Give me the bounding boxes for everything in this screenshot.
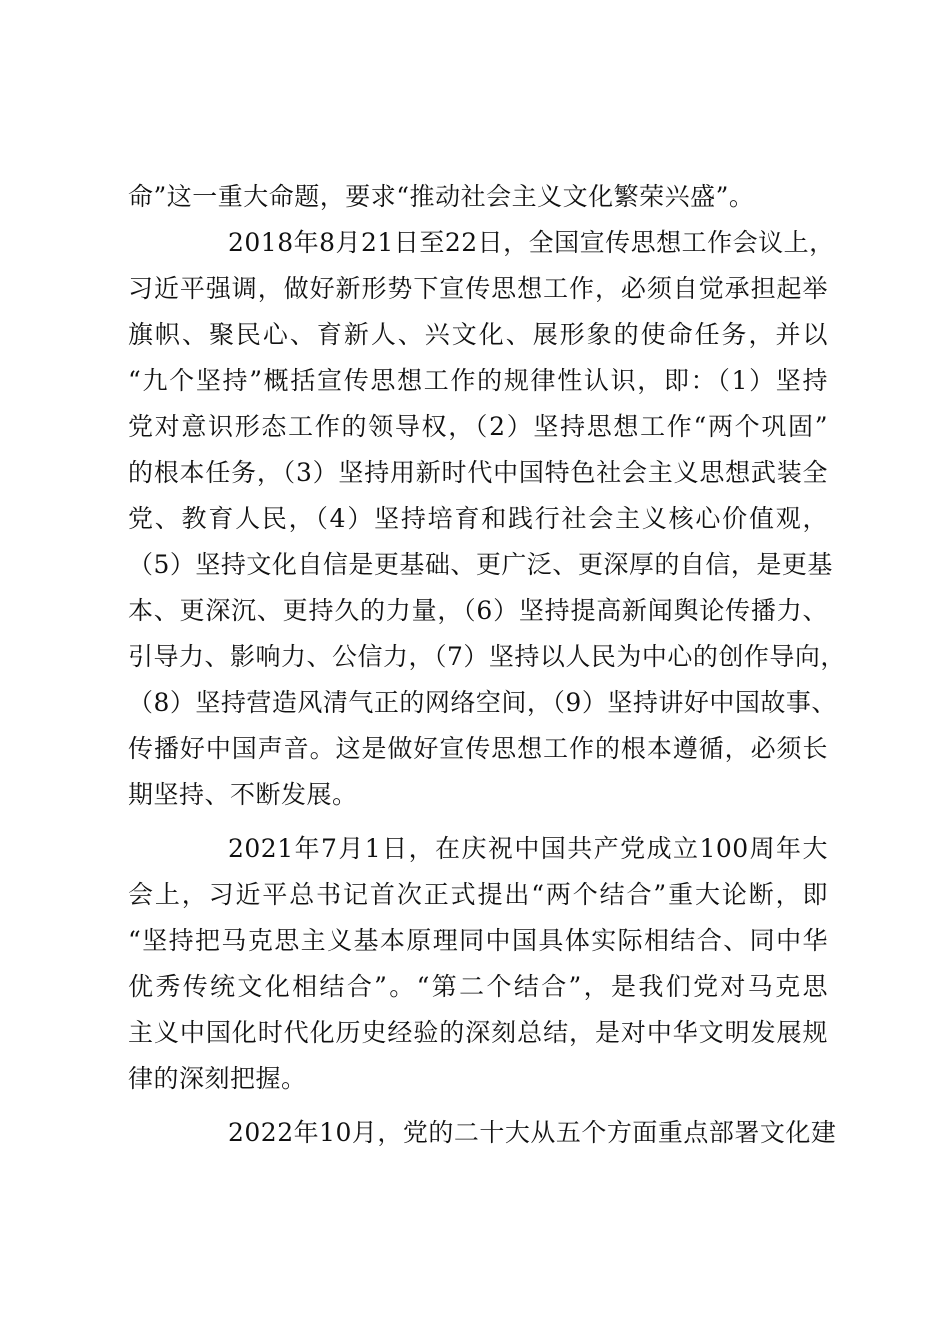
text-line: 律的深刻把握。 — [128, 1064, 307, 1093]
text-line: 的根本任务，（3）坚持用新时代中国特色社会主义思想武装全 — [128, 458, 828, 487]
text-line: （8）坚持营造风清气正的网络空间，（9）坚持讲好中国故事、 — [128, 688, 837, 717]
paragraph-start-line: 2022年10月，党的二十大从五个方面重点部署文化建 — [228, 1118, 837, 1147]
text-line: 本、更深沉、更持久的力量，（6）坚持提高新闻舆论传播力、 — [128, 596, 828, 625]
text-line: 主义中国化时代化历史经验的深刻总结，是对中华文明发展规 — [128, 1018, 828, 1047]
text-line: “坚持把马克思主义基本原理同中国具体实际相结合、同中华 — [128, 926, 828, 955]
text-line: 期坚持、不断发展。 — [128, 780, 358, 809]
text-line: 优秀传统文化相结合”。“第二个结合”，是我们党对马克思 — [128, 972, 828, 1001]
paragraph-start-line: 2018年8月21日至22日，全国宣传思想工作会议上， — [228, 228, 835, 257]
text-line: 传播好中国声音。这是做好宣传思想工作的根本遵循，必须长 — [128, 734, 828, 763]
text-line: 命”这一重大命题，要求“推动社会主义文化繁荣兴盛”。 — [128, 182, 755, 211]
text-line: “九个坚持”概括宣传思想工作的规律性认识，即：（1）坚持 — [128, 366, 828, 395]
text-line: 党对意识形态工作的领导权，（2）坚持思想工作“两个巩固” — [128, 412, 828, 441]
text-line: 习近平强调，做好新形势下宣传思想工作，必须自觉承担起举 — [128, 274, 828, 303]
paragraph-start-line: 2021年7月1日，在庆祝中国共产党成立100周年大 — [228, 834, 828, 863]
text-line: 会上，习近平总书记首次正式提出“两个结合”重大论断，即 — [128, 880, 828, 909]
text-line: 党、教育人民，（4）坚持培育和践行社会主义核心价值观， — [128, 504, 828, 533]
text-line: 引导力、影响力、公信力，（7）坚持以人民为中心的创作导向， — [128, 642, 846, 671]
text-line: （5）坚持文化自信是更基础、更广泛、更深厚的自信，是更基 — [128, 550, 833, 579]
text-line: 旗帜、聚民心、育新人、兴文化、展形象的使命任务，并以 — [128, 320, 828, 349]
